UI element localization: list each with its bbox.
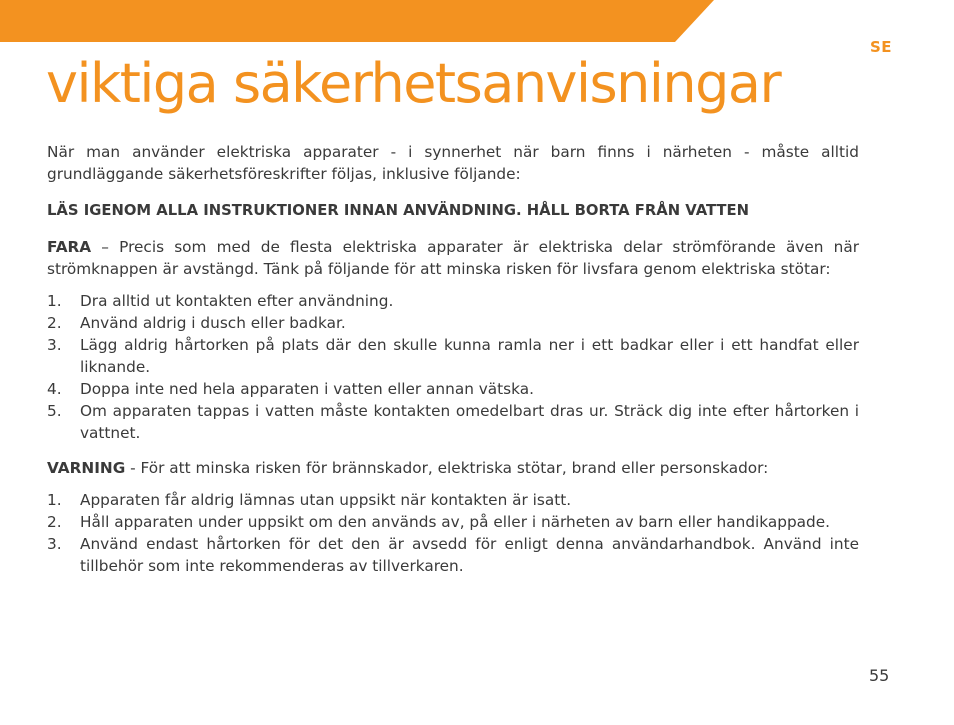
list-item bbox=[47, 312, 859, 334]
list-item-text: Om apparaten tappas i vatten måste kontakten omedelbart dras ur. Sträck dig inte efter hårtorken i vattnet. bbox=[80, 402, 859, 442]
list-item-text: Apparaten får aldrig lämnas utan uppsikt när kontakten är isatt. bbox=[80, 491, 572, 509]
list-item-number: 2. bbox=[47, 314, 62, 332]
orange-header-banner bbox=[0, 0, 954, 42]
page-number: 55 bbox=[869, 666, 890, 685]
warning-text: - För att minska risken för brännskador, elektriska stötar, brand eller personskador: bbox=[125, 459, 769, 477]
list-item-text: Lägg aldrig hårtorken på plats där den skulle kunna ramla ner i ett badkar eller i ett handfat eller liknande. bbox=[80, 336, 859, 376]
list-item bbox=[47, 334, 859, 378]
list-item-number: 5. bbox=[47, 402, 62, 420]
document-body bbox=[47, 141, 859, 590]
list-item bbox=[47, 378, 859, 400]
list-item-text: Håll apparaten under uppsikt om den används av, på eller i närheten av barn eller handikappade. bbox=[80, 513, 831, 531]
list-item-number: 1. bbox=[47, 292, 62, 310]
warning-list bbox=[47, 489, 859, 577]
danger-paragraph bbox=[47, 236, 859, 280]
list-item-text: Doppa inte ned hela apparaten i vatten eller annan vätska. bbox=[80, 380, 534, 398]
list-item-text: Använd aldrig i dusch eller badkar. bbox=[80, 314, 346, 332]
danger-text: – Precis som med de flesta elektriska apparater är elektriska delar strömförande även när strömknappen är avstängd. Tänk på följande för att minska risken för livsfara genom elektriska stötar: bbox=[47, 238, 859, 278]
warning-paragraph bbox=[47, 457, 859, 479]
list-item bbox=[47, 511, 859, 533]
list-item-text: Dra alltid ut kontakten efter användning. bbox=[80, 292, 394, 310]
list-item-number: 1. bbox=[47, 491, 62, 509]
list-item bbox=[47, 489, 859, 511]
danger-list bbox=[47, 290, 859, 444]
list-item-number: 3. bbox=[47, 535, 62, 553]
list-item-number: 4. bbox=[47, 380, 62, 398]
list-item-number: 3. bbox=[47, 336, 62, 354]
language-tag: SE bbox=[870, 38, 893, 56]
danger-label: FARA bbox=[47, 238, 92, 256]
list-item-number: 2. bbox=[47, 513, 62, 531]
list-item bbox=[47, 290, 859, 312]
page-title: viktiga säkerhetsanvisningar bbox=[46, 52, 781, 115]
list-item bbox=[47, 400, 859, 444]
list-item bbox=[47, 533, 859, 577]
list-item-text: Använd endast hårtorken för det den är avsedd för enligt denna användarhandbok. Använd inte tillbehör som inte rekommenderas av tillverkaren. bbox=[80, 535, 859, 575]
warning-label: VARNING bbox=[47, 459, 126, 477]
intro-paragraph: När man använder elektriska apparater - i synnerhet när barn finns i närheten - måste alltid grundläggande säkerhetsföreskrifter följas, inklusive följande: bbox=[47, 143, 859, 183]
instructions-heading: LÄS IGENOM ALLA INSTRUKTIONER INNAN ANVÄNDNING. HÅLL BORTA FRÅN VATTEN bbox=[47, 202, 750, 219]
